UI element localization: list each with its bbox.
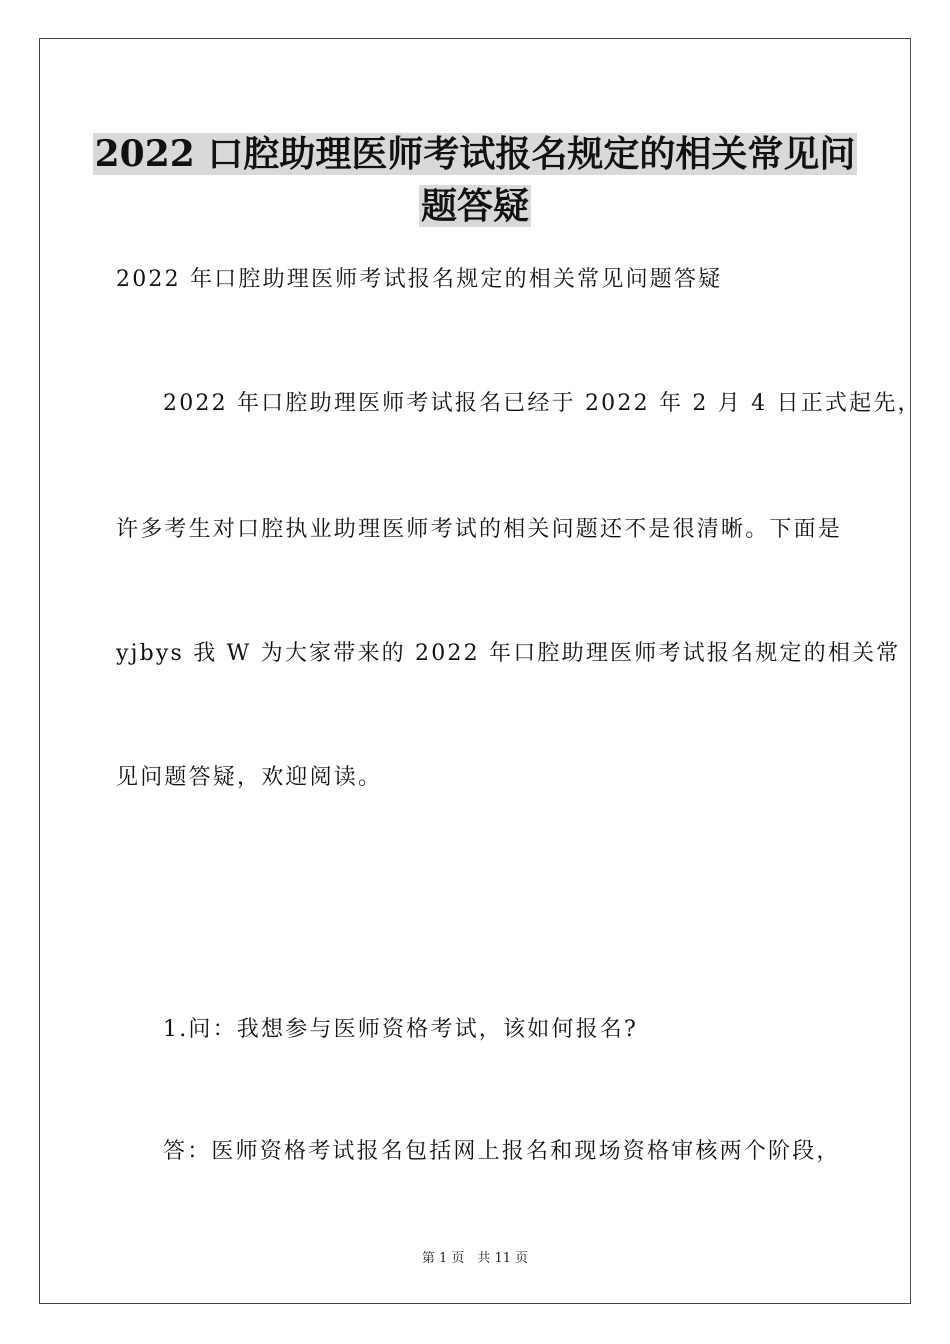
document-title-line-1 xyxy=(40,126,910,177)
paragraph-line-4: 见问题答疑，欢迎阅读。 xyxy=(116,765,383,790)
paragraph-line-1: 2022 年口腔助理医师考试报名已经于 2022 年 2 月 4 日正式起先， xyxy=(163,391,922,416)
page-footer: 第 1 页 共 11 页 xyxy=(421,1251,529,1266)
paragraph-subtitle: 2022 年口腔助理医师考试报名规定的相关常见问题答疑 xyxy=(116,267,723,292)
title-highlight-2: 题答疑 xyxy=(420,185,529,227)
paragraph-line-2: 许多考生对口腔执业助理医师考试的相关问题还不是很清晰。下面是 xyxy=(116,517,843,542)
answer-1: 答：医师资格考试报名包括网上报名和现场资格审核两个阶段， xyxy=(163,1139,841,1164)
title-highlight-1: 2022 口腔助理医师考试报名规定的相关常见问 xyxy=(94,133,856,175)
question-1: 1.问：我想参与医师资格考试，该如何报名? xyxy=(163,1017,638,1042)
paragraph-line-3: yjbys 我 W 为大家带来的 2022 年口腔助理医师考试报名规定的相关常 xyxy=(116,641,901,666)
document-title-line-2 xyxy=(40,178,910,229)
